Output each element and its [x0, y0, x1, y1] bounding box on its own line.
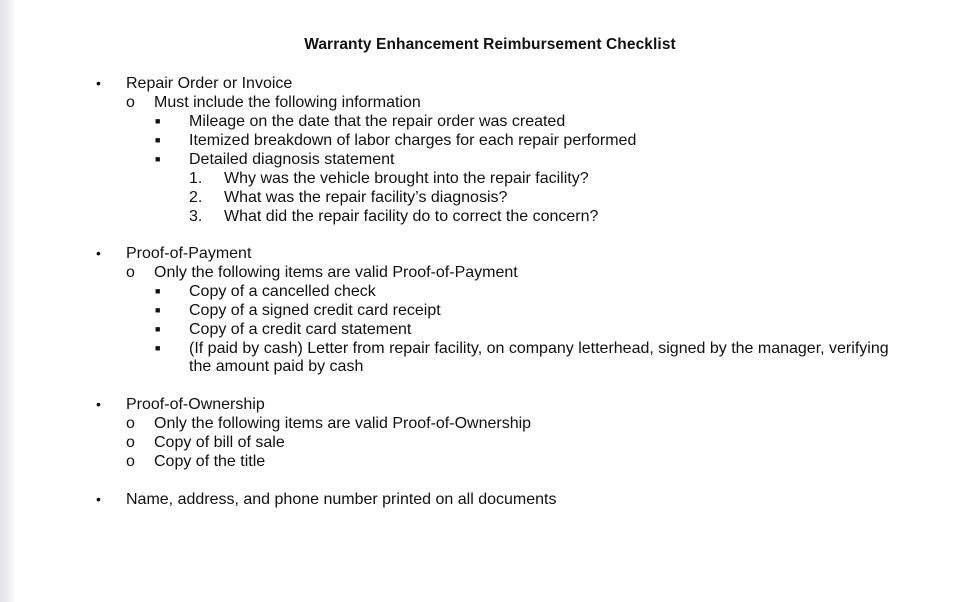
square-bullet: ■ [155, 286, 161, 296]
section-heading: Proof-of-Ownership [126, 396, 265, 413]
square-bullet: ■ [155, 116, 161, 126]
section-heading: Name, address, and phone number printed on all documents [126, 491, 557, 508]
document-page [14, 0, 960, 602]
list-item: Copy of a cancelled check [189, 283, 376, 300]
document-title: Warranty Enhancement Reimbursement Checklist [304, 36, 676, 53]
section-heading: Proof-of-Payment [126, 245, 252, 262]
numbered-item: Why was the vehicle brought into the repair facility? [224, 170, 589, 187]
circle-bullet: o [126, 264, 135, 281]
circle-bullet: o [126, 434, 135, 451]
square-bullet: ■ [155, 305, 161, 315]
list-item: Copy of a credit card statement [189, 321, 412, 338]
square-bullet: ■ [155, 343, 161, 353]
square-bullet: ■ [155, 135, 161, 145]
numbered-item: What did the repair facility do to correct the concern? [224, 208, 599, 225]
page-left-edge [0, 0, 14, 602]
list-item: Itemized breakdown of labor charges for each repair performed [189, 132, 637, 149]
section-heading: Repair Order or Invoice [126, 75, 293, 92]
number-marker: 2. [189, 189, 203, 206]
disc-bullet: • [96, 75, 101, 91]
circle-bullet: o [126, 453, 135, 470]
disc-bullet: • [96, 396, 101, 412]
number-marker: 1. [189, 170, 203, 187]
circle-bullet: o [126, 415, 135, 432]
circle-bullet: o [126, 94, 135, 111]
sub-item: Only the following items are valid Proof-of-Ownership [154, 415, 532, 432]
list-item-continuation: the amount paid by cash [189, 358, 364, 375]
list-item: Mileage on the date that the repair order was created [189, 113, 566, 130]
number-marker: 3. [189, 208, 203, 225]
disc-bullet: • [96, 491, 101, 507]
sub-item: Copy of bill of sale [154, 434, 285, 451]
list-item: Detailed diagnosis statement [189, 151, 395, 168]
disc-bullet: • [96, 245, 101, 261]
sub-item: Copy of the title [154, 453, 266, 470]
list-item: (If paid by cash) Letter from repair facility, on company letterhead, signed by the manager, verifying [189, 340, 889, 357]
sub-item: Only the following items are valid Proof-of-Payment [154, 264, 518, 281]
sub-item: Must include the following information [154, 94, 421, 111]
numbered-item: What was the repair facility’s diagnosis? [224, 189, 508, 206]
square-bullet: ■ [155, 154, 161, 164]
square-bullet: ■ [155, 324, 161, 334]
list-item: Copy of a signed credit card receipt [189, 302, 441, 319]
